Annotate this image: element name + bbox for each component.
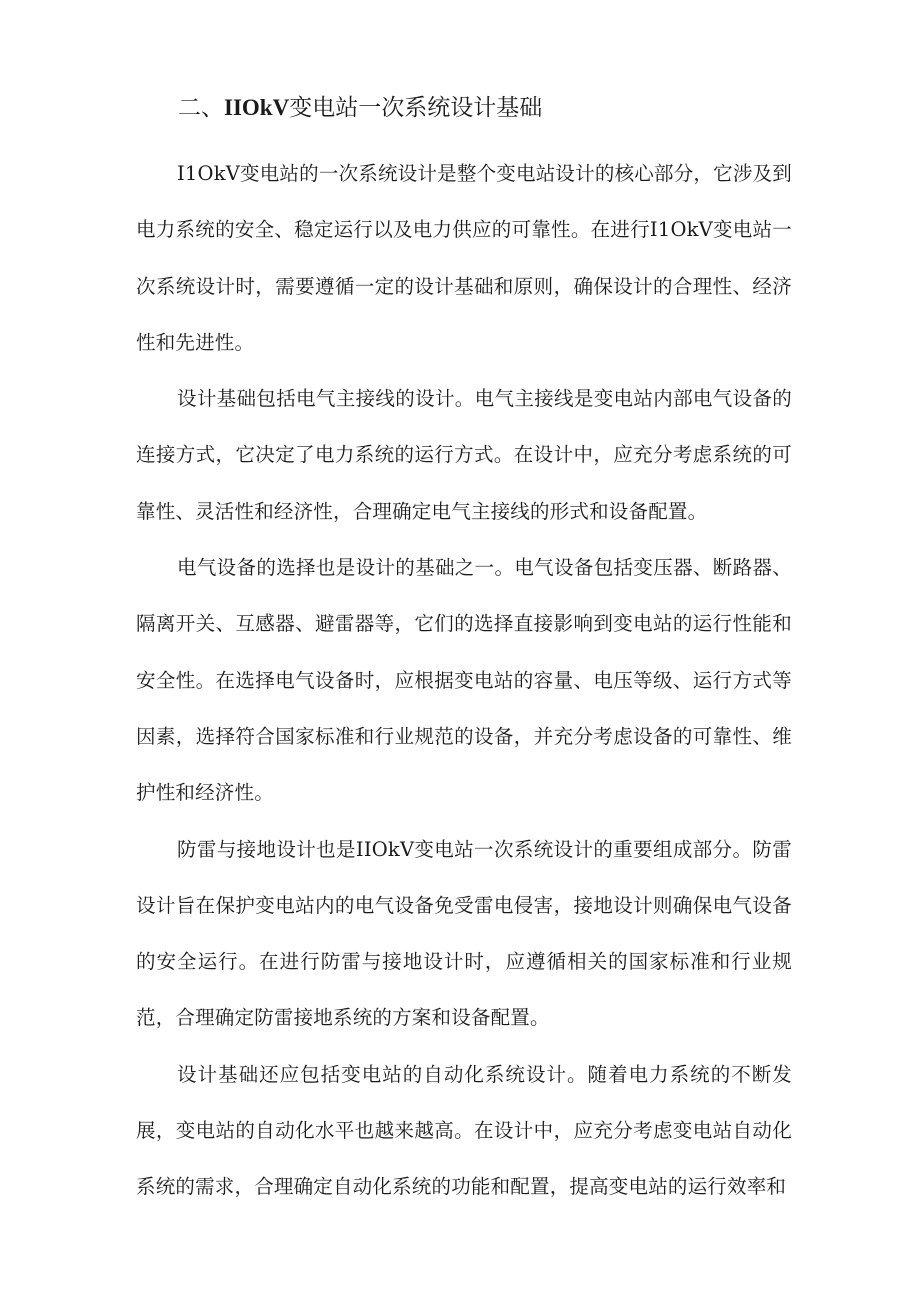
paragraph-1: I1OkV变电站的一次系统设计是整个变电站设计的核心部分，它涉及到电力系统的安全、稳定运行以及电力供应的可靠性。在进行I1OkV变电站一次系统设计时，需要遵循一定的设计基础和原则，确保设计的合理性、经济性和先进性。 (136, 162, 792, 354)
paragraph-2: 设计基础包括电气主接线的设计。电气主接线是变电站内部电气设备的连接方式，它决定了电力系统的运行方式。在设计中，应充分考虑系统的可靠性、灵活性和经济性，合理确定电气主接线的形式和设备配置。 (136, 387, 792, 523)
section-heading (178, 90, 542, 126)
body-text (136, 146, 792, 1216)
paragraph-5: 设计基础还应包括变电站的自动化系统设计。随着电力系统的不断发展，变电站的自动化水平也越来越高。在设计中，应充分考虑变电站自动化系统的需求，合理确定自动化系统的功能和配置，提高变电站的运行效率和 (136, 1062, 792, 1199)
heading-latin: IIOkV (224, 95, 290, 120)
paragraph-3: 电气设备的选择也是设计的基础之一。电气设备包括变压器、断路器、隔离开关、互感器、避雷器等，它们的选择直接影响到变电站的运行性能和安全性。在选择电气设备时，应根据变电站的容量、电压等级、运行方式等因素，选择符合国家标准和行业规范的设备，并充分考虑设备的可靠性、维护性和经济性。 (136, 556, 792, 805)
heading-prefix: 二、 (178, 95, 224, 121)
heading-rest: 变电站一次系统设计基础 (289, 95, 543, 121)
paragraph-4: 防雷与接地设计也是IIOkV变电站一次系统设计的重要组成部分。防雷设计旨在保护变电站内的电气设备免受雷电侵害，接地设计则确保电气设备的安全运行。在进行防雷与接地设计时，应遵循相关的国家标准和行业规范，合理确定防雷接地系统的方案和设备配置。 (136, 837, 792, 1030)
